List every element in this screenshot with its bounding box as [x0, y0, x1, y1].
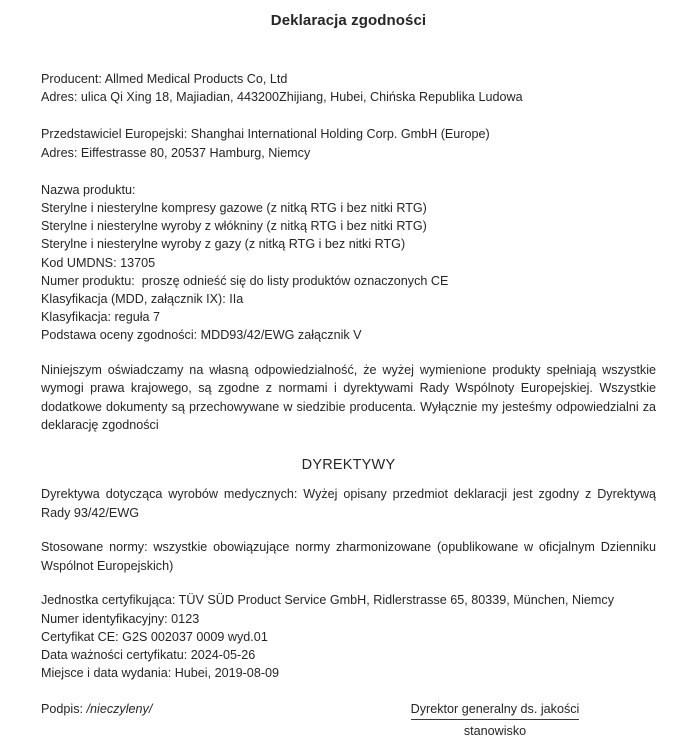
classification-rule: Klasyfikacja: reguła 7: [41, 310, 161, 325]
umdns-code: Kod UMDNS: 13705: [41, 255, 156, 270]
signer-title-caption: stanowisko: [463, 724, 527, 738]
signature-value: /nieczyleny/: [86, 702, 153, 716]
declaration-paragraph: Niniejszym oświadczamy na własną odpowiedzialność, że wyżej wymienione produkty spełniają wszystkie wymogi prawa krajowego, są zgodne z normami i dyrektywami Rady Wspólnoty Europejskiej. Wszystkie dodatkowe dokumenty są przechowywane w siedzibie producenta. Wyłącznie my jesteśmy odpowiedzialni za deklarację zgodności: [41, 362, 656, 433]
product-block: [41, 181, 656, 345]
eu-representative-name: Przedstawiciel Europejski: Shanghai International Holding Corp. GmbH (Europe): [41, 127, 490, 142]
signature-label: Podpis:: [41, 702, 87, 716]
conformity-assessment-basis: Podstawa oceny zgodności: MDD93/42/EWG załącznik V: [41, 328, 362, 343]
eu-representative-block: [41, 125, 656, 161]
directive-medical-devices: Dyrektywa dotycząca wyrobów medycznych: Wyżej opisany przedmiot deklaracji jest zgodny z Dyrektywą Rady 93/42/EWG: [41, 487, 656, 520]
manufacturer-address: Adres: ulica Qi Xing 18, Majiadian, 443200Zhijiang, Hubei, Chińska Republika Ludowa: [41, 90, 523, 105]
spacer: [41, 522, 656, 538]
notified-body: Jednostka certyfikująca: TÜV SÜD Product Service GmbH, Ridlerstrasse 65, 80339, München, Niemcy: [41, 593, 615, 608]
spacer: [41, 575, 656, 591]
manufacturer-name: Producent: Allmed Medical Products Co, Ltd: [41, 72, 288, 86]
signature-row: [41, 700, 656, 740]
product-name-1: Sterylne i niesterylne kompresy gazowe (z nitką RTG i bez nitki RTG): [41, 201, 427, 216]
applied-standards: Stosowane normy: wszystkie obowiązujące normy zharmonizowane (opublikowane w oficjalnym Dzienniku Wspólnot Europejskich): [41, 540, 656, 573]
ce-certificate-number: Certyfikat CE: G2S 002037 0009 wyd.01: [41, 629, 268, 644]
signer-title-block: [380, 700, 610, 740]
certification-block: [41, 591, 656, 682]
spacer: [41, 345, 656, 361]
manufacturer-block: [41, 70, 656, 106]
classification-mdd: Klasyfikacja (MDD, załącznik IX): IIa: [41, 292, 244, 307]
directives-heading: DYREKTYWY: [301, 457, 396, 474]
spacer: [41, 475, 656, 485]
certificate-validity-date: Data ważności certyfikatu: 2024-05-26: [41, 648, 256, 662]
spacer: [41, 31, 656, 51]
page-title: Deklaracja zgodności: [270, 12, 427, 29]
product-number: Numer produktu: proszę odnieść się do listy produktów oznaczonych CE: [41, 273, 449, 288]
signer-title: Dyrektor generalny ds. jakości: [411, 700, 580, 720]
identification-number: Numer identyfikacyjny: 0123: [41, 611, 200, 626]
eu-representative-address: Adres: Eiffestrasse 80, 20537 Hamburg, Niemcy: [41, 145, 311, 160]
product-name-3: Sterylne i niesterylne wyroby z gazy (z nitką RTG i bez nitki RTG): [41, 237, 406, 252]
place-and-date-of-issue: Miejsce i data wydania: Hubei, 2019-08-09: [41, 666, 280, 681]
product-name-heading: Nazwa produktu:: [41, 182, 136, 197]
signature-field: [41, 700, 152, 718]
product-name-2: Sterylne i niesterylne wyroby z włókniny (z nitką RTG i bez nitki RTG): [41, 219, 427, 234]
spacer: [41, 435, 656, 455]
